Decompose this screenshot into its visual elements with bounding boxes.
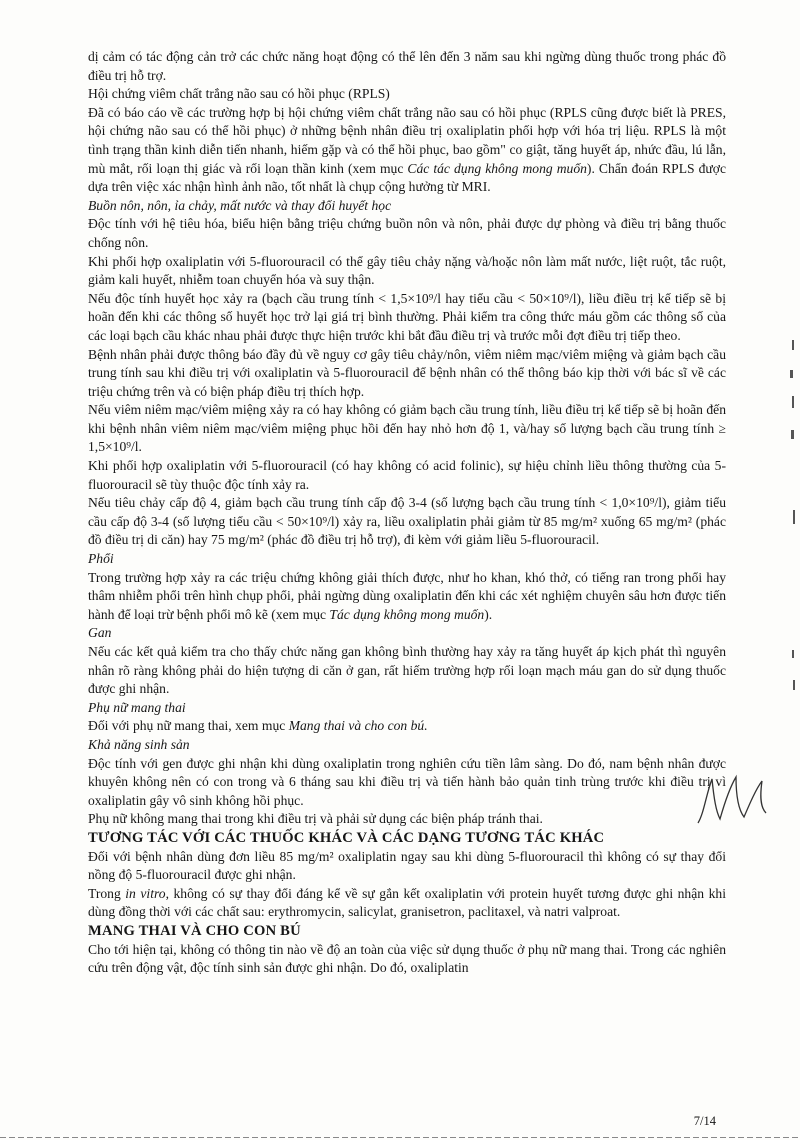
- paragraph: Khi phối hợp oxaliplatin với 5-fluorouracil (có hay không có acid folinic), sự hiệu chỉnh liều thông thường của 5-fluorouracil sẽ tùy thuộc độc tính xảy ra.: [88, 458, 726, 492]
- paragraph: Cho tới hiện tại, không có thông tin nào về độ an toàn của việc sử dụng thuốc ở phụ nữ mang thai. Trong các nghiên cứu trên động vật, độc tính sinh sản được ghi nhận. Do đó, oxaliplatin: [88, 941, 726, 976]
- text-run: ).: [484, 606, 493, 622]
- text-run: Trong trường hợp xảy ra các triệu chứng không giải thích được, như ho khan, khó thở, có tiếng ran trong phổi hay thâm nhiễm phổi trên hình chụp phổi, phải ngừng dùng oxaliplatin đến khi các xét nghiệm chuyên sâu hơn được tiến hành để loại trừ bệnh phổi mô kẽ (xem mục: [88, 569, 726, 622]
- text-run: Đã có báo cáo về các trường hợp bị hội chứng viêm chất trắng não sau có hồi phục (RPLS cũng được biết là PRES, hội chứng não sau có thể hồi phục) ở những bệnh nhân điều trị oxaliplatin phối hợp với hóa trị liệu. RPLS là một tình trạng thần kinh diễn tiến nhanh, hiếm gặp và có thể hồi phục, bao gồm" co giật, tăng huyết áp, nhức đầu, lú lẫn, mù mắt, rối loạn thị giác và rối loạn thần kinh (xem mục: [88, 104, 726, 176]
- section-title-fertility: Khả năng sinh sản: [88, 736, 190, 752]
- paragraph: Nếu tiêu chảy cấp độ 4, giảm bạch cầu trung tính cấp độ 3-4 (số lượng bạch cầu trung tính < 1,0×10⁹/l), giảm tiểu cầu cấp độ 3-4 (số lượng tiểu cầu < 50×10⁹/l) xảy ra, liều oxaliplatin phải giảm từ 85 mg/m² xuống 65 mg/m² (phác đồ điều trị di căn) hay 75 mg/m² (phác đồ điều trị hỗ trợ), đi kèm với giảm liều 5-fluorouracil.: [88, 495, 726, 548]
- page-number: 7/14: [693, 1114, 716, 1128]
- paragraph: Độc tính với hệ tiêu hóa, biểu hiện bằng triệu chứng buồn nôn và nôn, phải được dự phòng và điều trị bằng thuốc chống nôn.: [88, 216, 726, 250]
- section-title-liver: Gan: [88, 625, 112, 641]
- paragraph: [88, 717, 726, 736]
- paragraph: [88, 104, 726, 197]
- section-title-lung: Phổi: [88, 551, 114, 567]
- paragraph: Độc tính với gen được ghi nhận khi dùng oxaliplatin trong nghiên cứu tiền lâm sàng. Do đó, nam bệnh nhân được khuyên không nên có con trong và 6 tháng sau khi điều trị và tiến hành bảo quản tinh trùng trước khi điều trị vì oxaliplatin gây vô sinh không hồi phục.: [88, 755, 726, 808]
- paragraph: Nếu viêm niêm mạc/viêm miệng xảy ra có hay không có giảm bạch cầu trung tính, liều điều trị kế tiếp sẽ bị hoãn đến khi bệnh nhân viêm niêm mạc/viêm miệng phục hồi đến hay nhỏ hơn độ 1, và/hay số lượng bạch cầu trung tính ≥ 1,5×10⁹/l.: [88, 402, 726, 455]
- text-run: , không có sự thay đổi đáng kể về sự gắn kết oxaliplatin với protein huyết tương được ghi nhận khi dùng đồng thời với các chất sau: erythromycin, salicylat, granisetron, paclitaxel, và natri valproat.: [88, 885, 726, 920]
- paragraph: Nếu các kết quả kiểm tra cho thấy chức năng gan không bình thường hay xảy ra tăng huyết áp kịch phát thì nguyên nhân rõ ràng không phải do hiện tượng di căn ở gan, rất hiếm trường hợp rối loạn mạch máu gan do sử dụng thuốc được ghi nhận.: [88, 644, 726, 697]
- heading-pregnancy-lactation: MANG THAI VÀ CHO CON BÚ: [88, 922, 301, 939]
- page-bottom-rule: [0, 1137, 800, 1138]
- paragraph: Đối với bệnh nhân dùng đơn liều 85 mg/m² oxaliplatin ngay sau khi dùng 5-fluorouracil thì không có sự thay đổi nồng độ 5-fluorouracil được ghi nhận.: [88, 848, 726, 883]
- paragraph: [88, 569, 726, 625]
- in-vitro-term: in vitro: [125, 885, 166, 901]
- paragraph: Bệnh nhân phải được thông báo đầy đủ về nguy cơ gây tiêu chảy/nôn, viêm niêm mạc/viêm miệng và giảm bạch cầu trung tính sau khi điều trị với oxaliplatin và 5-fluorouracil để bệnh nhân có thể thông báo kịp thời với bác sĩ về các triệu chứng trên và có biện pháp điều trị thích hợp.: [88, 346, 726, 399]
- section-title-pregnancy: Phụ nữ mang thai: [88, 699, 186, 715]
- paragraph: Nếu độc tính huyết học xảy ra (bạch cầu trung tính < 1,5×10⁹/l hay tiểu cầu < 50×10⁹/l), liều điều trị kế tiếp sẽ bị hoãn đến khi các thông số huyết học trở lại giá trị bình thường. Phải kiểm tra công thức máu gồm các thông số của các loại bạch cầu khác nhau phải được thực hiện trước khi bắt đầu điều trị và trước mỗi đợt điều trị tiếp theo.: [88, 290, 726, 343]
- text-run: ). Chẩn đoán RPLS được dựa trên việc xác nhận hình ảnh não, tốt nhất là chụp cộng hưởng từ MRI.: [88, 160, 726, 195]
- section-title-rpls: Hội chứng viêm chất trắng não sau có hồi phục (RPLS): [88, 86, 390, 102]
- document-page: [88, 48, 726, 978]
- heading-interactions: TƯƠNG TÁC VỚI CÁC THUỐC KHÁC VÀ CÁC DẠNG TƯƠNG TÁC KHÁC: [88, 829, 605, 846]
- cross-reference: Mang thai và cho con bú.: [288, 718, 428, 734]
- paragraph: [88, 885, 726, 922]
- text-run: Trong: [88, 885, 126, 901]
- cross-reference: Các tác dụng không mong muốn: [407, 160, 587, 176]
- paragraph: dị cảm có tác động cản trở các chức năng hoạt động có thể lên đến 3 năm sau khi ngừng dùng thuốc trong phác đồ điều trị hỗ trợ.: [88, 49, 726, 83]
- cross-reference: Tác dụng không mong muốn: [329, 606, 485, 622]
- paragraph: Phụ nữ không mang thai trong khi điều trị và phải sử dụng các biện pháp tránh thai.: [88, 811, 543, 827]
- text-run: Đối với phụ nữ mang thai, xem mục: [88, 718, 289, 734]
- section-title-gi-hematology: Buồn nôn, nôn, ỉa chảy, mất nước và thay đổi huyết học: [88, 197, 392, 213]
- handwritten-signature: [690, 765, 780, 835]
- scanner-edge-marks: [780, 320, 800, 920]
- paragraph: Khi phối hợp oxaliplatin với 5-fluorouracil có thể gây tiêu chảy nặng và/hoặc nôn làm mất nước, liệt ruột, tắc ruột, giảm kali huyết, nhiễm toan chuyển hóa và suy thận.: [88, 253, 726, 288]
